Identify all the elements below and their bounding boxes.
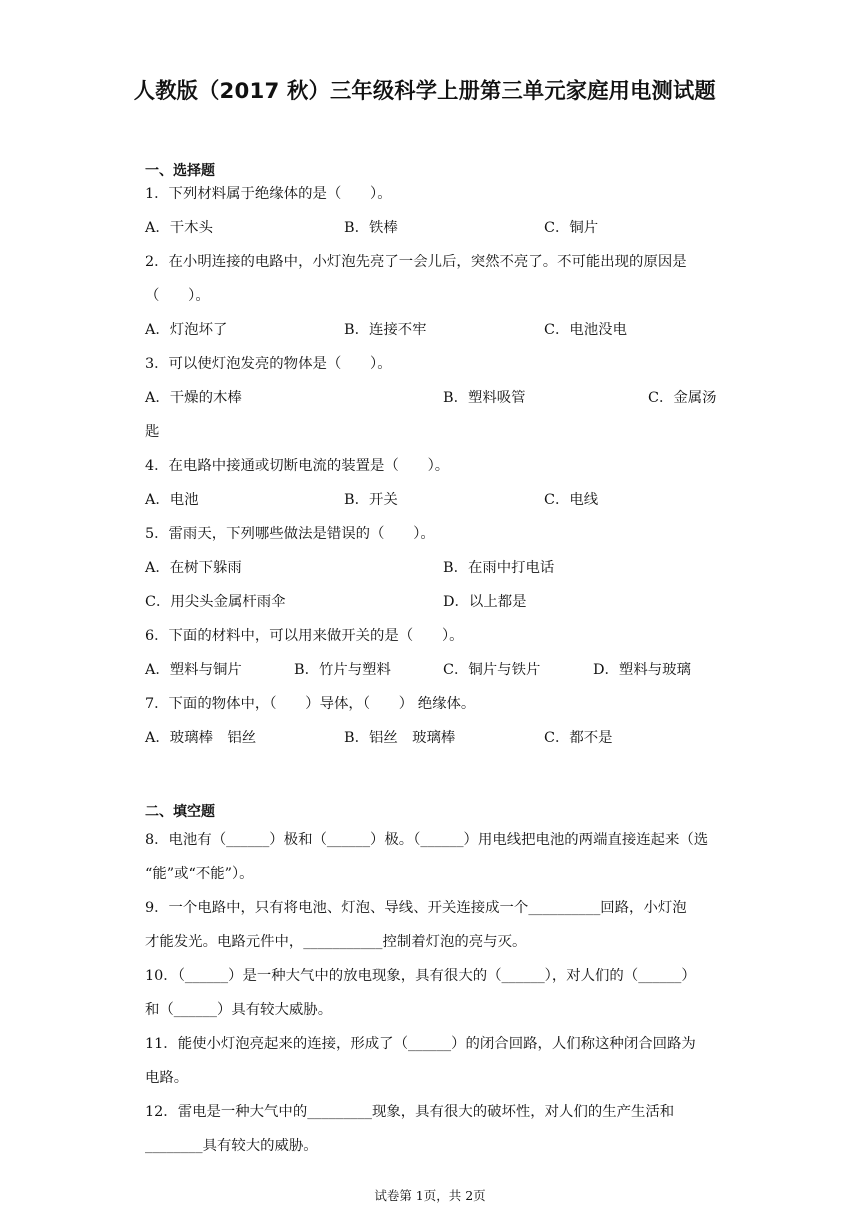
question-5-option-c: C．用尖头金属杆雨伞 xyxy=(145,594,286,610)
question-6-option-b: B．竹片与塑料 xyxy=(294,662,391,678)
question-4-stem: 4．在电路中接通或切断电流的装置是（ ）。 xyxy=(145,458,450,474)
question-5-option-a: A．在树下躲雨 xyxy=(145,560,242,576)
question-1-option-b: B．铁棒 xyxy=(344,220,398,236)
question-3-option-a: A．干燥的木棒 xyxy=(145,390,242,406)
question-6-stem: 6．下面的材料中，可以用来做开关的是（ ）。 xyxy=(145,628,464,644)
question-3-stem: 3．可以使灯泡发亮的物体是（ ）。 xyxy=(145,356,392,372)
question-2-option-b: B．连接不牢 xyxy=(344,322,427,338)
question-12-line2: ________具有较大的威胁。 xyxy=(145,1138,318,1154)
question-5-option-b: B．在雨中打电话 xyxy=(443,560,555,576)
question-6-option-a: A．塑料与铜片 xyxy=(145,662,242,678)
question-4-option-c: C．电线 xyxy=(544,492,599,508)
question-2-stem-line2: （ ）。 xyxy=(145,288,210,304)
question-8-line2: “能”或“不能”）。 xyxy=(145,866,254,882)
question-9-line2: 才能发光。电路元件中，___________控制着灯泡的亮与灭。 xyxy=(145,934,527,950)
question-1-option-a: A．干木头 xyxy=(145,220,213,236)
question-5-option-d: D．以上都是 xyxy=(443,594,527,610)
question-3-option-b: B．塑料吸管 xyxy=(443,390,526,406)
question-7-stem: 7．下面的物体中，（ ）导体，（ ） 绝缘体。 xyxy=(145,696,476,712)
section-heading-choice: 一、选择题 xyxy=(145,163,215,179)
question-9-line1: 9．一个电路中，只有将电池、灯泡、导线、开关连接成一个__________回路，小灯泡 xyxy=(145,900,687,916)
question-12-line1: 12．雷电是一种大气中的_________现象，具有很大的破坏性，对人们的生产生活和 xyxy=(145,1104,675,1120)
question-2-option-c: C．电池没电 xyxy=(544,322,627,338)
question-3-option-c-continued: 匙 xyxy=(145,424,160,440)
question-4-option-a: A．电池 xyxy=(145,492,199,508)
question-8-line1: 8．电池有（______）极和（______）极。（______）用电线把电池的两端直接连起来（选 xyxy=(145,832,709,848)
question-2-option-a: A．灯泡坏了 xyxy=(145,322,228,338)
question-10-line1: 10．（______）是一种大气中的放电现象，具有很大的（______），对人们的（______） xyxy=(145,968,696,984)
question-7-option-c: C．都不是 xyxy=(544,730,613,746)
section-heading-fill: 二、填空题 xyxy=(145,804,215,820)
question-5-stem: 5．雷雨天，下列哪些做法是错误的（ ）。 xyxy=(145,526,435,542)
question-7-option-a: A．玻璃棒 铝丝 xyxy=(145,730,257,746)
question-4-option-b: B．开关 xyxy=(344,492,398,508)
page-footer: 试卷第 1页，共 2页 xyxy=(374,1188,486,1203)
question-10-line2: 和（______）具有较大威胁。 xyxy=(145,1002,333,1018)
question-6-option-c: C．铜片与铁片 xyxy=(443,662,541,678)
question-11-line2: 电路。 xyxy=(145,1070,189,1086)
page-title: 人教版（2017 秋）三年级科学上册第三单元家庭用电测试题 xyxy=(133,79,716,104)
question-2-stem-line1: 2．在小明连接的电路中，小灯泡先亮了一会儿后，突然不亮了。不可能出现的原因是 xyxy=(145,254,687,270)
question-3-option-c: C．金属汤 xyxy=(648,390,717,406)
question-6-option-d: D．塑料与玻璃 xyxy=(593,662,691,678)
question-1-option-c: C．铜片 xyxy=(544,220,599,236)
question-11-line1: 11．能使小灯泡亮起来的连接，形成了（______）的闭合回路，人们称这种闭合回路为 xyxy=(145,1036,696,1052)
question-7-option-b: B．铝丝 玻璃棒 xyxy=(344,730,456,746)
question-1-stem: 1．下列材料属于绝缘体的是（ ）。 xyxy=(145,186,392,202)
